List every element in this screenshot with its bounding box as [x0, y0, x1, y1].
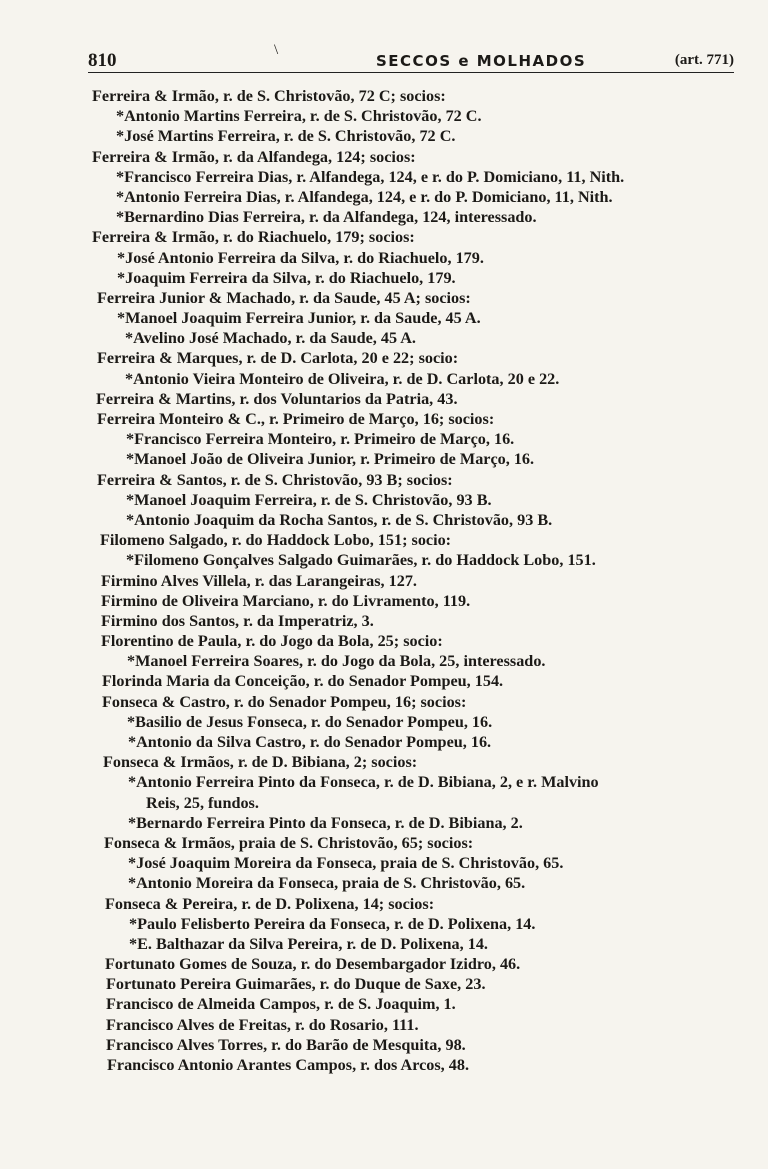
directory-entry: Firmino de Oliveira Marciano, r. do Livramento, 119.: [101, 591, 471, 610]
partner-line: *Antonio Joaquim da Rocha Santos, r. de S. Christovão, 93 B.: [126, 510, 553, 529]
partner-line: *E. Balthazar da Silva Pereira, r. de D. Polixena, 14.: [129, 934, 488, 953]
directory-entry: Florinda Maria da Conceição, r. do Senador Pompeu, 154.: [102, 672, 504, 691]
directory-entries: [0, 86, 768, 1075]
article-reference: (art. 771): [674, 52, 734, 68]
continuation-line: Reis, 25, fundos.: [146, 793, 259, 812]
page-number: 810: [88, 50, 117, 71]
partner-line: *José Martins Ferreira, r. de S. Christovão, 72 C.: [116, 127, 456, 146]
partner-line: *Francisco Ferreira Dias, r. Alfandega, 124, e r. do P. Domiciano, 11, Nith.: [116, 167, 625, 186]
directory-entry: Firmino dos Santos, r. da Imperatriz, 3.: [101, 611, 374, 630]
directory-entry: Fonseca & Pereira, r. de D. Polixena, 14; socios:: [105, 894, 435, 913]
partner-line: *Antonio Ferreira Pinto da Fonseca, r. de D. Bibiana, 2, e r. Malvino: [128, 773, 599, 792]
directory-entry: Ferreira & Martins, r. dos Voluntarios da Patria, 43.: [96, 389, 458, 408]
page-header: [88, 42, 734, 73]
directory-entry: Ferreira & Irmão, r. do Riachuelo, 179; socios:: [92, 228, 415, 247]
directory-entry: Filomeno Salgado, r. do Haddock Lobo, 151; socio:: [100, 531, 452, 550]
directory-entry: Fonseca & Irmãos, praia de S. Christovão, 65; socios:: [104, 833, 474, 852]
directory-entry: Fortunato Pereira Guimarães, r. do Duque de Saxe, 23.: [106, 975, 486, 994]
directory-entry: Ferreira & Santos, r. de S. Christovão, 93 B; socios:: [97, 470, 453, 489]
directory-entry: Fonseca & Castro, r. do Senador Pompeu, 16; socios:: [102, 692, 467, 711]
directory-entry: Francisco Antonio Arantes Campos, r. dos Arcos, 48.: [107, 1056, 469, 1074]
partner-line: *Antonio Vieira Monteiro de Oliveira, r. de D. Carlota, 20 e 22.: [125, 369, 560, 388]
directory-entry: Fonseca & Irmãos, r. de D. Bibiana, 2; socios:: [103, 753, 418, 772]
partner-line: *Francisco Ferreira Monteiro, r. Primeiro de Março, 16.: [126, 430, 515, 449]
partner-line: *Joaquim Ferreira da Silva, r. do Riachuelo, 179.: [117, 268, 456, 287]
partner-line: *José Joaquim Moreira da Fonseca, praia de S. Christovão, 65.: [128, 854, 564, 873]
directory-entry: Ferreira & Irmão, r. da Alfandega, 124; socios:: [92, 147, 416, 166]
directory-entry: Ferreira & Irmão, r. de S. Christovão, 72 C; socios:: [92, 87, 446, 105]
partner-line: *Paulo Felisberto Pereira da Fonseca, r. de D. Polixena, 14.: [129, 914, 536, 933]
partner-line: *Filomeno Gonçalves Salgado Guimarães, r. do Haddock Lobo, 151.: [126, 551, 596, 570]
directory-entry: Ferreira Monteiro & C., r. Primeiro de Março, 16; socios:: [97, 410, 495, 428]
partner-line: *Manoel Joaquim Ferreira, r. de S. Christovão, 93 B.: [126, 490, 492, 509]
directory-entry: Ferreira Junior & Machado, r. da Saude, 45 A; socios:: [97, 288, 471, 307]
directory-entry: Fortunato Gomes de Souza, r. do Desembargador Izidro, 46.: [105, 955, 521, 974]
directory-entry: Ferreira & Marques, r. de D. Carlota, 20 e 22; socio:: [97, 349, 459, 368]
directory-entry: Florentino de Paula, r. do Jogo da Bola, 25; socio:: [101, 632, 443, 651]
partner-line: *Bernardo Ferreira Pinto da Fonseca, r. de D. Bibiana, 2.: [128, 813, 523, 832]
partner-line: *Manoel Joaquim Ferreira Junior, r. da Saude, 45 A.: [117, 309, 481, 328]
directory-entry: Francisco de Almeida Campos, r. de S. Joaquim, 1.: [106, 995, 456, 1014]
partner-line: *Antonio Martins Ferreira, r. de S. Christovão, 72 C.: [116, 107, 482, 126]
partner-line: *Antonio da Silva Castro, r. do Senador Pompeu, 16.: [128, 733, 492, 751]
running-title: SECCOS e MOLHADOS: [376, 52, 587, 70]
directory-entry: Francisco Alves Torres, r. do Barão de Mesquita, 98.: [106, 1035, 466, 1054]
partner-line: *Manoel Ferreira Soares, r. do Jogo da Bola, 25, interessado.: [127, 652, 546, 671]
directory-entry: Firmino Alves Villela, r. das Larangeiras, 127.: [101, 571, 417, 590]
partner-line: *Basilio de Jesus Fonseca, r. do Senador Pompeu, 16.: [127, 712, 493, 731]
directory-entry: Francisco Alves de Freitas, r. do Rosario, 111.: [106, 1015, 419, 1034]
partner-line: *Bernardino Dias Ferreira, r. da Alfandega, 124, interessado.: [116, 208, 537, 227]
partner-line: *Manoel João de Oliveira Junior, r. Primeiro de Março, 16.: [126, 450, 535, 469]
partner-line: *José Antonio Ferreira da Silva, r. do Riachuelo, 179.: [117, 248, 484, 267]
partner-line: *Avelino José Machado, r. da Saude, 45 A.: [125, 329, 416, 348]
partner-line: *Antonio Ferreira Dias, r. Alfandega, 124, e r. do P. Domiciano, 11, Nith.: [116, 187, 613, 206]
partner-line: *Antonio Moreira da Fonseca, praia de S. Christovão, 65.: [128, 874, 526, 893]
header-mark: \: [274, 42, 279, 58]
